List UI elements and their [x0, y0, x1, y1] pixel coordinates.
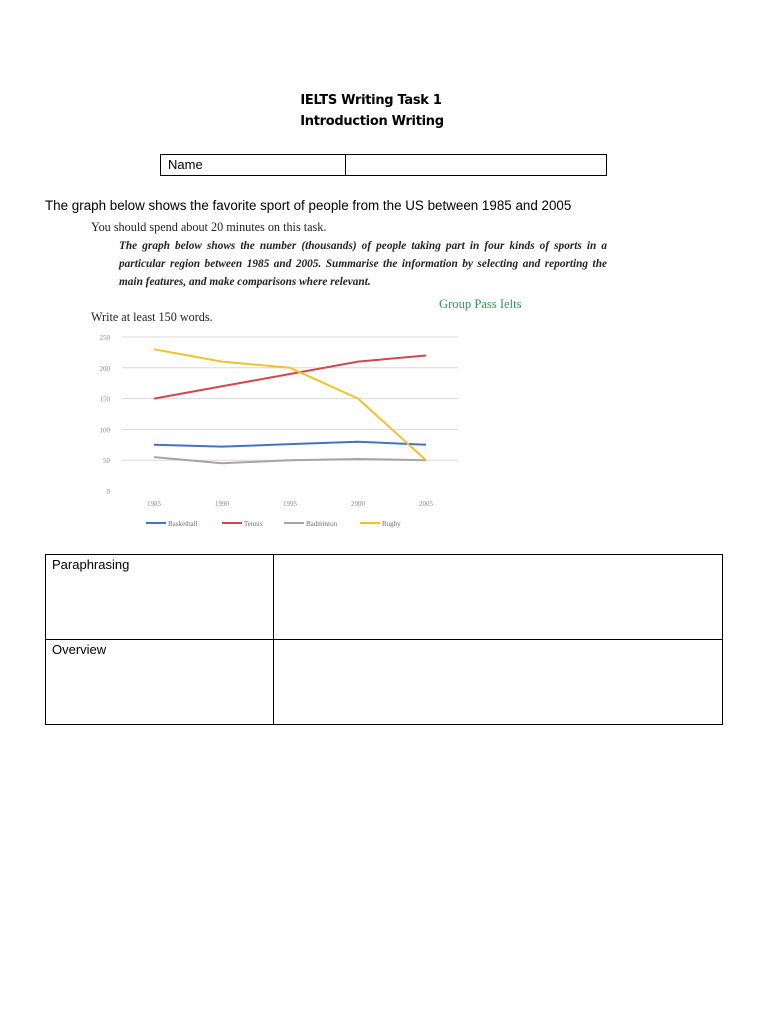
line-chart: [86, 328, 480, 538]
rubric-answer-field[interactable]: [274, 640, 723, 725]
y-tick-label: 100: [99, 426, 110, 435]
x-tick-label: 1990: [215, 500, 229, 508]
rubric-table: [45, 554, 723, 725]
watermark-text: Group Pass Ielts: [439, 297, 522, 311]
name-label: Name: [161, 155, 346, 175]
rubric-row: [46, 640, 723, 725]
legend-label: Basketball: [168, 520, 198, 528]
y-tick-label: 150: [99, 395, 110, 404]
task-time-note: You should spend about 20 minutes on this task.: [91, 220, 327, 234]
x-tick-label: 2005: [419, 500, 433, 508]
page-title: IELTS Writing Task 1: [300, 93, 442, 108]
rubric-label: Overview: [46, 640, 274, 725]
intro-sentence: The graph below shows the favorite sport of people from the US between 1985 and 2005: [45, 198, 572, 213]
legend-label: Rugby: [382, 520, 401, 528]
name-field[interactable]: [346, 155, 606, 175]
series-line-basketball: [154, 442, 426, 447]
x-tick-label: 1995: [283, 500, 297, 508]
legend-label: Badminton: [306, 520, 338, 528]
name-table: [160, 154, 607, 176]
y-tick-label: 200: [99, 364, 110, 373]
x-tick-label: 1985: [147, 500, 161, 508]
rubric-row: [46, 555, 723, 640]
task-word-count: Write at least 150 words.: [91, 310, 213, 324]
series-line-tennis: [154, 355, 426, 398]
y-tick-label: 50: [103, 457, 110, 466]
y-tick-label: 0: [106, 488, 110, 496]
task-instruction: Summarise the information by selecting and reporting the main features, and make comparisons where relevant.: [119, 258, 607, 288]
series-line-badminton: [154, 457, 426, 463]
rubric-label: Paraphrasing: [46, 555, 274, 640]
task-description-block: [119, 237, 607, 291]
x-tick-label: 2000: [351, 500, 365, 508]
legend-label: Tennis: [244, 520, 263, 528]
page-subtitle: Introduction Writing: [300, 114, 444, 129]
rubric-answer-field[interactable]: [274, 555, 723, 640]
y-tick-label: 250: [99, 334, 110, 342]
task-description: The graph below shows the number (thousands) of people taking part in four kinds of sports in a particular region between 1985 and 2005.: [119, 240, 607, 270]
